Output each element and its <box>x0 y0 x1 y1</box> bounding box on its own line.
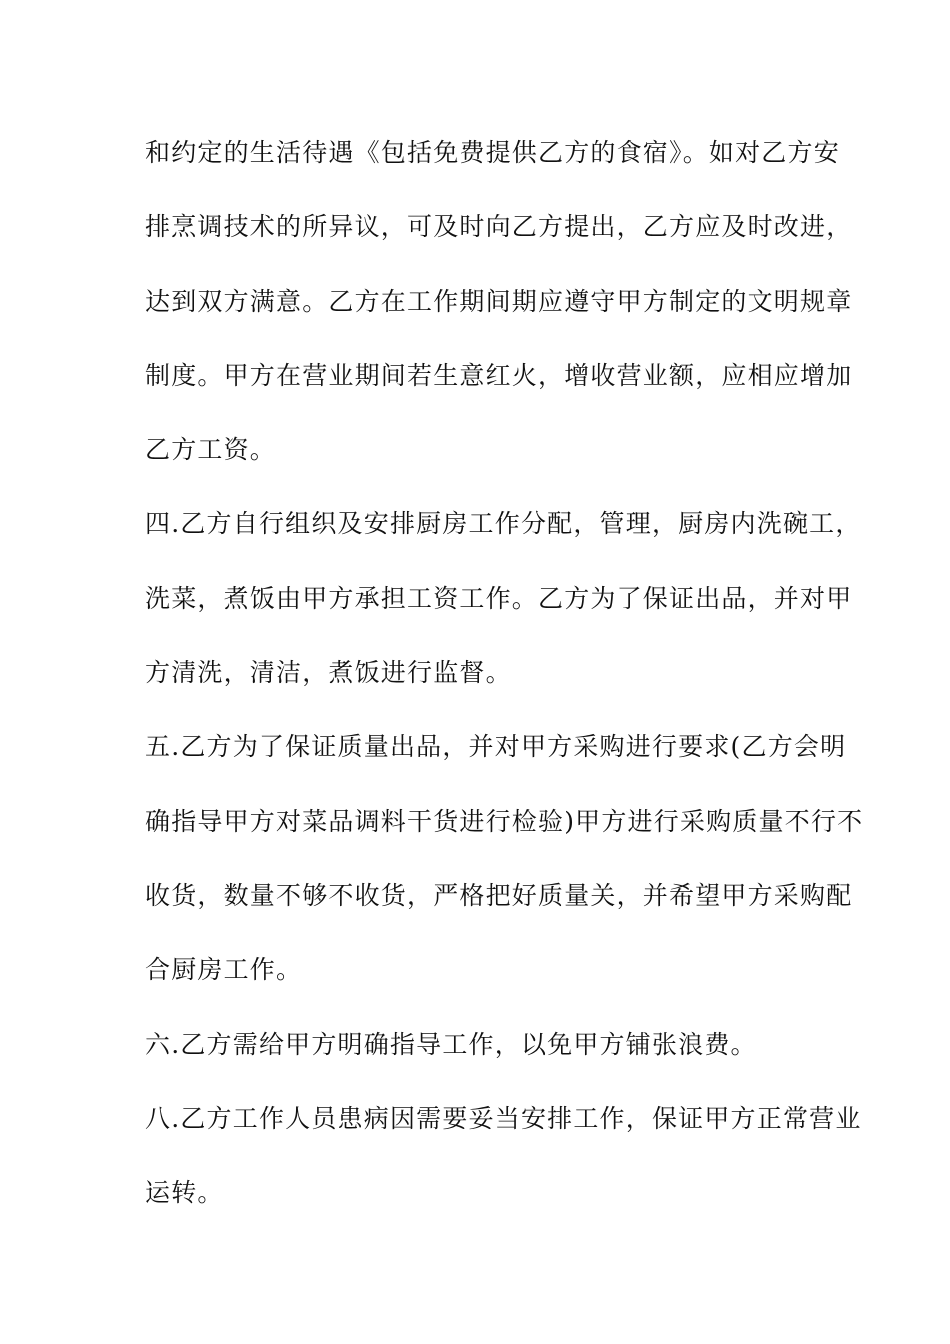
clause-six-line-1: 六.乙方需给甲方明确指导工作，以免甲方铺张浪费。 <box>145 1029 757 1059</box>
text-line-2: 排烹调技术的所异议，可及时向乙方提出，乙方应及时改进， <box>145 212 853 242</box>
clause-five-line-3: 收货，数量不够不收货，严格把好质量关，并希望甲方采购配 <box>145 880 853 910</box>
clause-four-line-1: 四.乙方自行组织及安排厨房工作分配，管理，厨房内洗碗工， <box>145 509 862 539</box>
clause-four-line-2: 洗菜，煮饭由甲方承担工资工作。乙方为了保证出品，并对甲 <box>145 583 853 613</box>
clause-four-line-3: 方清洗，清洁，煮饭进行监督。 <box>145 658 512 688</box>
text-line-4: 制度。甲方在营业期间若生意红火，增收营业额，应相应增加 <box>145 360 853 390</box>
text-line-1: 和约定的生活待遇《包括免费提供乙方的食宿》。如对乙方安 <box>145 138 840 167</box>
contract-body-text <box>145 130 864 1244</box>
clause-five-line-4: 合厨房工作。 <box>145 955 303 985</box>
text-line-3: 达到双方满意。乙方在工作期间期应遵守甲方制定的文明规章 <box>145 286 853 316</box>
clause-five-line-1: 五.乙方为了保证质量出品，并对甲方采购进行要求(乙方会明 <box>145 732 847 762</box>
clause-eight-line-1: 八.乙方工作人员患病因需要妥当安排工作，保证甲方正常营业 <box>145 1103 862 1133</box>
text-line-5: 乙方工资。 <box>145 435 277 465</box>
clause-eight-line-2: 运转。 <box>145 1178 224 1208</box>
clause-five-line-2: 确指导甲方对菜品调料干货进行检验)甲方进行采购质量不行不 <box>145 806 864 836</box>
